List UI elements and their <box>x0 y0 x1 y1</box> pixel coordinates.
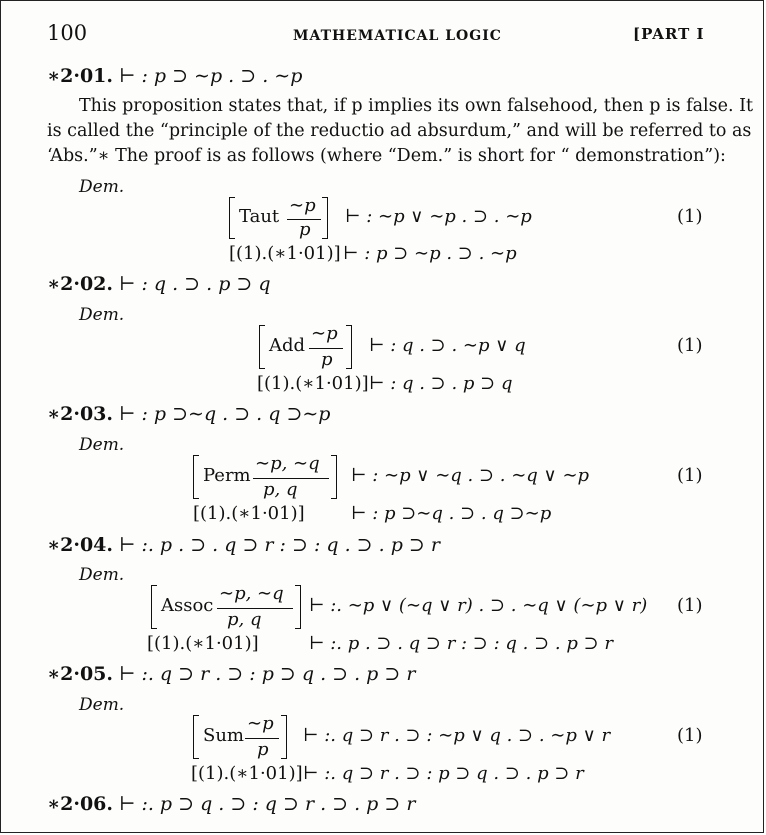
proof-step: ⊢ :. p . ⊃ . q ⊃ r : ⊃ : q . ⊃ . p ⊃ r <box>309 633 613 654</box>
proof-reference: [(1).(∗1·01)] <box>147 633 259 654</box>
proof-step: ⊢ :. q ⊃ r . ⊃ : p ⊃ q . ⊃ . p ⊃ r <box>303 763 584 784</box>
proposition-number: ∗2·02. <box>47 273 114 295</box>
dem-label: Dem. <box>79 695 125 715</box>
proposition-formula: ⊢ :. p . ⊃ . q ⊃ r : ⊃ : q . ⊃ . p ⊃ r <box>119 534 440 556</box>
proof-step: ⊢ : ∼p ∨ ∼p . ⊃ . ∼p <box>345 206 532 227</box>
fraction-numerator: ∼p <box>289 195 316 216</box>
proposition-number: ∗2·03. <box>47 403 114 425</box>
left-bracket <box>229 197 235 239</box>
page-number: 100 <box>47 21 88 45</box>
left-bracket <box>151 585 157 629</box>
fraction-numerator: ∼p <box>247 713 274 734</box>
step-label: (1) <box>677 465 703 486</box>
proposition-formula: ⊢ : q . ⊃ . p ⊃ q <box>119 273 271 295</box>
left-bracket <box>259 325 265 369</box>
proposition-formula: ⊢ : p ⊃∼q . ⊃ . q ⊃∼p <box>119 403 331 425</box>
paragraph-line: ‘Abs.”∗ The proof is as follows (where “Dem.” is short for “ demonstration”): <box>47 146 726 166</box>
fraction-denominator: p <box>257 739 269 760</box>
dem-label: Dem. <box>79 305 125 325</box>
right-bracket <box>295 585 301 629</box>
proof-reference: [(1).(∗1·01)] <box>229 243 341 264</box>
fraction-numerator: ∼p, ∼q <box>255 453 320 474</box>
proposition-number: ∗2·06. <box>47 793 114 815</box>
left-bracket <box>193 455 199 499</box>
proof-step: ⊢ :. ∼p ∨ (∼q ∨ r) . ⊃ . ∼q ∨ (∼p ∨ r) <box>309 595 648 616</box>
fraction-denominator: p <box>321 349 333 370</box>
proposition-formula: ⊢ : p ⊃ ∼p . ⊃ . ∼p <box>119 65 303 87</box>
proof-step: ⊢ : p ⊃ ∼p . ⊃ . ∼p <box>343 243 517 264</box>
proof-reference: [(1).(∗1·01)] <box>257 373 369 394</box>
proposition-2-06 <box>47 793 415 815</box>
proof-reference: [(1).(∗1·01)] <box>193 503 305 524</box>
right-bracket <box>346 325 352 369</box>
proposition-2-05 <box>47 663 415 685</box>
fraction-denominator: p, q <box>263 479 298 500</box>
fraction-denominator: p <box>299 219 311 240</box>
proof-step: ⊢ : q . ⊃ . ∼p ∨ q <box>369 335 526 356</box>
dem-label: Dem. <box>79 435 125 455</box>
fraction-denominator: p, q <box>227 609 262 630</box>
rule-name: Sum <box>203 725 244 746</box>
fraction-numerator: ∼p, ∼q <box>219 583 284 604</box>
left-bracket <box>193 715 199 759</box>
rule-name: Taut <box>239 206 280 227</box>
right-bracket <box>322 197 328 239</box>
part-label: [PART I <box>633 25 705 43</box>
step-label: (1) <box>677 335 703 356</box>
rule-name: Perm <box>203 465 251 486</box>
dem-label: Dem. <box>79 177 125 197</box>
proposition-2-04 <box>47 534 440 556</box>
proof-step: ⊢ : q . ⊃ . p ⊃ q <box>369 373 513 394</box>
rule-name: Assoc <box>161 595 214 616</box>
rule-name: Add <box>269 335 306 356</box>
paragraph-line: This proposition states that, if p implies its own falsehood, then p is false. It <box>79 96 754 116</box>
proposition-number: ∗2·04. <box>47 534 114 556</box>
proposition-2-03 <box>47 403 330 425</box>
proposition-formula: ⊢ :. p ⊃ q . ⊃ : q ⊃ r . ⊃ . p ⊃ r <box>119 793 416 815</box>
proof-step: ⊢ : ∼p ∨ ∼q . ⊃ . ∼q ∨ ∼p <box>351 465 590 486</box>
step-label: (1) <box>677 725 703 746</box>
running-title: MATHEMATICAL LOGIC <box>293 28 502 44</box>
step-label: (1) <box>677 595 703 616</box>
proof-reference: [(1).(∗1·01)] <box>191 763 303 784</box>
proposition-formula: ⊢ :. q ⊃ r . ⊃ : p ⊃ q . ⊃ . p ⊃ r <box>119 663 416 685</box>
proposition-number: ∗2·01. <box>47 65 114 87</box>
right-bracket <box>281 715 287 759</box>
fraction-numerator: ∼p <box>311 323 338 344</box>
dem-label: Dem. <box>79 565 125 585</box>
proof-step: ⊢ : p ⊃∼q . ⊃ . q ⊃∼p <box>351 503 552 524</box>
step-label: (1) <box>677 206 703 227</box>
proposition-2-02 <box>47 273 271 295</box>
proposition-2-01 <box>47 65 302 87</box>
paragraph-line: is called the “principle of the reductio ad absurdum,” and will be referred to as <box>47 121 752 141</box>
right-bracket <box>331 455 337 499</box>
proposition-number: ∗2·05. <box>47 663 114 685</box>
proof-step: ⊢ :. q ⊃ r . ⊃ : ∼p ∨ q . ⊃ . ∼p ∨ r <box>303 725 611 746</box>
